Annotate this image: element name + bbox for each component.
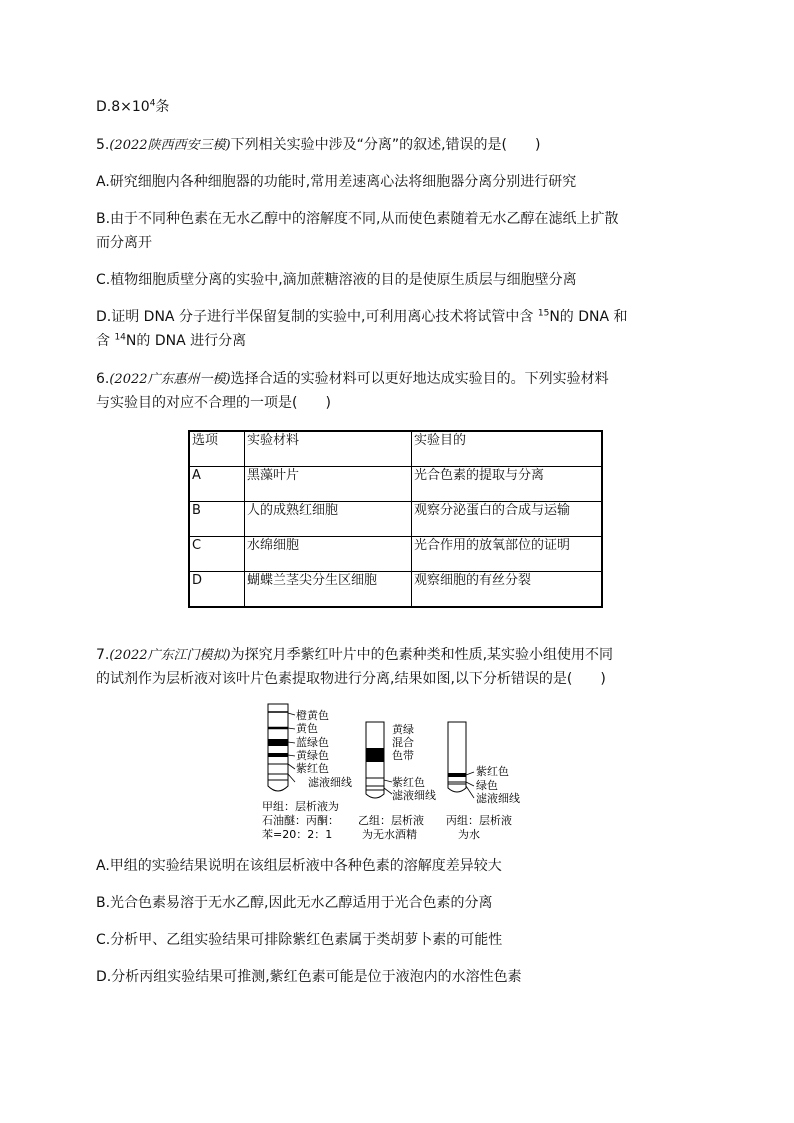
leader-line <box>466 786 474 798</box>
caption-yi: 为无水酒精 <box>362 828 417 840</box>
table-header: 实验目的 <box>412 431 603 467</box>
question-number: 6. <box>96 371 110 387</box>
unit: 条 <box>155 99 170 115</box>
tube-bottom <box>366 790 384 798</box>
tube-bing <box>448 722 520 805</box>
table-cell: 人的成熟红细胞 <box>245 502 412 537</box>
band-label: 滤液细线 <box>476 792 520 805</box>
q7-stem-cont: 的试剂作为层析液对该叶片色素提取物进行分离,结果如图,以下分析错误的是( ) <box>96 671 606 687</box>
band-label: 滤液细线 <box>308 776 352 789</box>
leader-line <box>466 782 474 786</box>
tube-jia <box>268 704 352 791</box>
band <box>448 773 466 777</box>
leader-line <box>288 774 295 782</box>
q6-stem <box>96 369 609 390</box>
q5-option-a: A.研究细胞内各种细胞器的功能时,常用差速离心法将细胞器分离分别进行研究 <box>96 174 577 190</box>
question-number: 5. <box>96 137 110 153</box>
table-header: 实验材料 <box>245 431 412 467</box>
table-row <box>189 502 602 537</box>
table-row <box>189 572 602 608</box>
table-cell: A <box>189 467 245 502</box>
band-label: 黄绿色 <box>296 749 329 762</box>
option-text: N的 DNA 和 <box>549 309 628 325</box>
leader-line <box>288 755 295 756</box>
caption-bing: 丙组：层析液 <box>446 814 512 827</box>
chromatography-diagram <box>262 700 532 840</box>
band <box>268 739 288 746</box>
band-label: 紫红色 <box>392 776 425 789</box>
band <box>366 748 384 762</box>
question-text: 下列相关实验中涉及“分离”的叙述,错误的是( ) <box>230 137 541 153</box>
leader-line <box>288 728 295 729</box>
caption-jia: 石油醚：丙酮： <box>262 814 339 827</box>
q7-option-a: A.甲组的实验结果说明在该组层析液中各种色素的溶解度差异较大 <box>96 858 502 874</box>
table-cell: 观察细胞的有丝分裂 <box>412 572 603 608</box>
question-text: 选择合适的实验材料可以更好地达成实验目的。下列实验材料 <box>230 371 609 387</box>
question-source: (2022广东惠州一模) <box>109 372 231 387</box>
caption-bing: 为水 <box>458 828 480 840</box>
option-text: D.证明 DNA 分子进行半保留复制的实验中,可利用离心技术将试管中含 <box>96 309 538 325</box>
table-cell: 光合色素的提取与分离 <box>412 467 603 502</box>
table-header-row <box>189 431 602 467</box>
q7-stem <box>96 645 613 666</box>
q5-option-d-cont <box>96 331 246 351</box>
leader-line <box>288 713 295 715</box>
q5-option-d <box>96 307 628 327</box>
band-label: 混合 <box>392 736 414 749</box>
q6-options-table <box>188 430 603 608</box>
caption-jia: 甲组：层析液为 <box>262 800 339 813</box>
isotope-superscript: 14 <box>114 332 126 343</box>
table-cell: 观察分泌蛋白的合成与运输 <box>412 502 603 537</box>
table-cell: 蝴蝶兰茎尖分生区细胞 <box>245 572 412 608</box>
table-cell: D <box>189 572 245 608</box>
option-value: 8×10 <box>111 99 150 115</box>
band-label: 黄色 <box>296 722 318 735</box>
band-label: 橙黄色 <box>296 709 329 722</box>
isotope-superscript: 15 <box>537 308 550 319</box>
q7-option-c: C.分析甲、乙组实验结果可排除紫红色素属于类胡萝卜素的可能性 <box>96 932 503 948</box>
leader-line <box>288 742 295 743</box>
band <box>268 753 288 757</box>
leader-line <box>288 764 295 769</box>
q4-option-d <box>96 97 169 117</box>
band-label: 黄绿 <box>392 723 414 736</box>
band-label: 紫红色 <box>476 765 509 778</box>
q5-option-c: C.植物细胞质壁分离的实验中,滴加蔗糖溶液的目的是使原生质层与细胞壁分离 <box>96 272 577 288</box>
chromatography-figure <box>262 700 532 840</box>
tube-bottom <box>268 780 288 791</box>
leader-line <box>466 772 474 775</box>
tube-yi <box>366 722 436 802</box>
table-cell: 光合作用的放氧部位的证明 <box>412 537 603 572</box>
band-label: 蓝绿色 <box>296 736 329 749</box>
table-row <box>189 467 602 502</box>
table-header: 选项 <box>189 431 245 467</box>
band-label: 绿色 <box>476 779 498 792</box>
leader-line <box>384 780 392 782</box>
q5-option-b-cont: 而分离开 <box>96 235 152 251</box>
table-cell: 水绵细胞 <box>245 537 412 572</box>
caption-jia: 苯=20：2：1 <box>262 828 333 840</box>
table-cell: 黑藻叶片 <box>245 467 412 502</box>
q6-stem-cont: 与实验目的对应不合理的一项是( ) <box>96 395 331 411</box>
question-source: (2022陕西西安三模) <box>109 138 231 153</box>
option-label: D. <box>96 99 112 115</box>
leader-line <box>384 788 392 794</box>
tube-bottom <box>448 784 466 792</box>
q7-option-b: B.光合色素易溶于无水乙醇,因此无水乙醇适用于光合色素的分离 <box>96 895 493 911</box>
table-row <box>189 537 602 572</box>
q7-option-d: D.分析丙组实验结果可推测,紫红色素可能是位于液泡内的水溶性色素 <box>96 969 522 985</box>
table-cell: B <box>189 502 245 537</box>
band-label: 色带 <box>392 749 414 762</box>
caption-yi: 乙组：层析液 <box>358 814 424 827</box>
exponent: 4 <box>149 98 156 109</box>
question-text: 为探究月季紫红叶片中的色素种类和性质,某实验小组使用不同 <box>230 647 614 663</box>
question-number: 7. <box>96 647 110 663</box>
q5-stem <box>96 135 540 156</box>
question-source: (2022广东江门模拟) <box>109 648 231 663</box>
q5-option-b: B.由于不同种色素在无水乙醇中的溶解度不同,从而使色素随着无水乙醇在滤纸上扩散 <box>96 211 619 227</box>
table-cell: C <box>189 537 245 572</box>
band-label: 滤液细线 <box>392 789 436 802</box>
option-text: 含 <box>96 333 115 349</box>
option-text: N的 DNA 进行分离 <box>125 333 247 349</box>
band-label: 紫红色 <box>296 762 329 775</box>
